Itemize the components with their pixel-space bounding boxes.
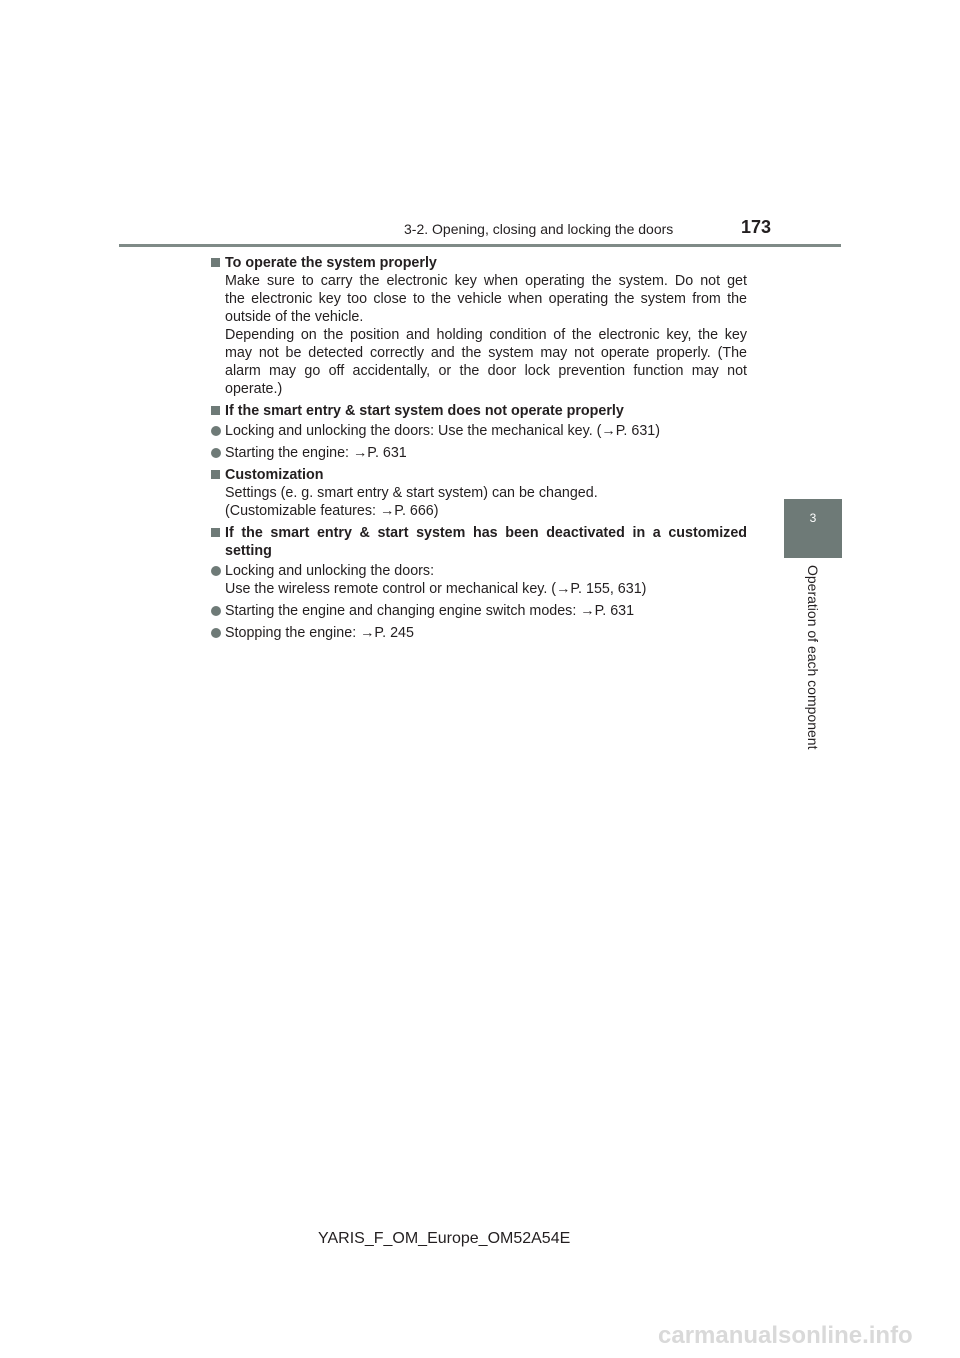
body-line: outside of the vehicle. <box>225 309 364 325</box>
circle-bullet-icon <box>211 566 221 576</box>
circle-bullet-icon <box>211 606 221 616</box>
body-line: operate.) <box>225 381 283 397</box>
body-line: Settings (e. g. smart entry & start system) can be changed. <box>225 485 598 501</box>
body-line: Depending on the position and holding condition of the electronic key, the key <box>225 327 747 343</box>
body-line: Make sure to carry the electronic key when operating the system. Do not get <box>225 273 747 289</box>
list-item <box>209 422 747 440</box>
circle-bullet-icon <box>211 628 221 638</box>
list-item-text: Locking and unlocking the doors: Use the wireless remote control or mechanical key. (→P. 155, 631) <box>225 563 647 597</box>
section-heading <box>209 254 747 272</box>
watermark: carmanualsonline.info <box>658 1322 913 1349</box>
page-number: 173 <box>741 217 772 237</box>
body-line: alarm may go off accidentally, or the door lock prevention function may not <box>225 363 747 379</box>
list-item <box>209 602 747 620</box>
list-item-text: Starting the engine and changing engine switch modes: →P. 631 <box>225 603 635 619</box>
chapter-number: 3 <box>809 511 817 525</box>
square-bullet-icon <box>211 258 220 267</box>
section-heading-text: To operate the system properly <box>225 255 437 271</box>
section-heading <box>209 466 747 484</box>
circle-bullet-icon <box>211 426 221 436</box>
list-item <box>209 562 747 598</box>
body-line: the electronic key too close to the vehicle when operating the system from the <box>225 291 747 307</box>
section-body <box>209 272 747 398</box>
square-bullet-icon <box>211 528 220 537</box>
body-line: may not be detected correctly and the system may not operate properly. (The <box>225 345 747 361</box>
circle-bullet-icon <box>211 448 221 458</box>
section-header-title: 3-2. Opening, closing and locking the doors <box>404 221 674 237</box>
section-heading <box>209 402 747 420</box>
square-bullet-icon <box>211 406 220 415</box>
square-bullet-icon <box>211 470 220 479</box>
list-item-text: Starting the engine: →P. 631 <box>225 445 407 461</box>
footer-document-id: YARIS_F_OM_Europe_OM52A54E <box>318 1230 571 1247</box>
section-heading-text: If the smart entry & start system does not operate properly <box>225 403 624 419</box>
body-line: (Customizable features: →P. 666) <box>225 503 439 519</box>
page-content <box>209 254 747 646</box>
list-item <box>209 624 747 642</box>
header-divider <box>119 244 841 247</box>
chapter-tab <box>784 499 842 558</box>
section-heading-text: If the smart entry & start system has been deactivated in a customized setting <box>225 525 747 559</box>
section-heading-text: Customization <box>225 467 324 483</box>
list-item <box>209 444 747 462</box>
section-body <box>209 484 747 520</box>
chapter-side-label: Operation of each component <box>805 565 821 750</box>
section-heading <box>209 524 747 560</box>
list-item-text: Stopping the engine: →P. 245 <box>225 625 414 641</box>
list-item-text: Locking and unlocking the doors: Use the mechanical key. (→P. 631) <box>225 423 660 439</box>
